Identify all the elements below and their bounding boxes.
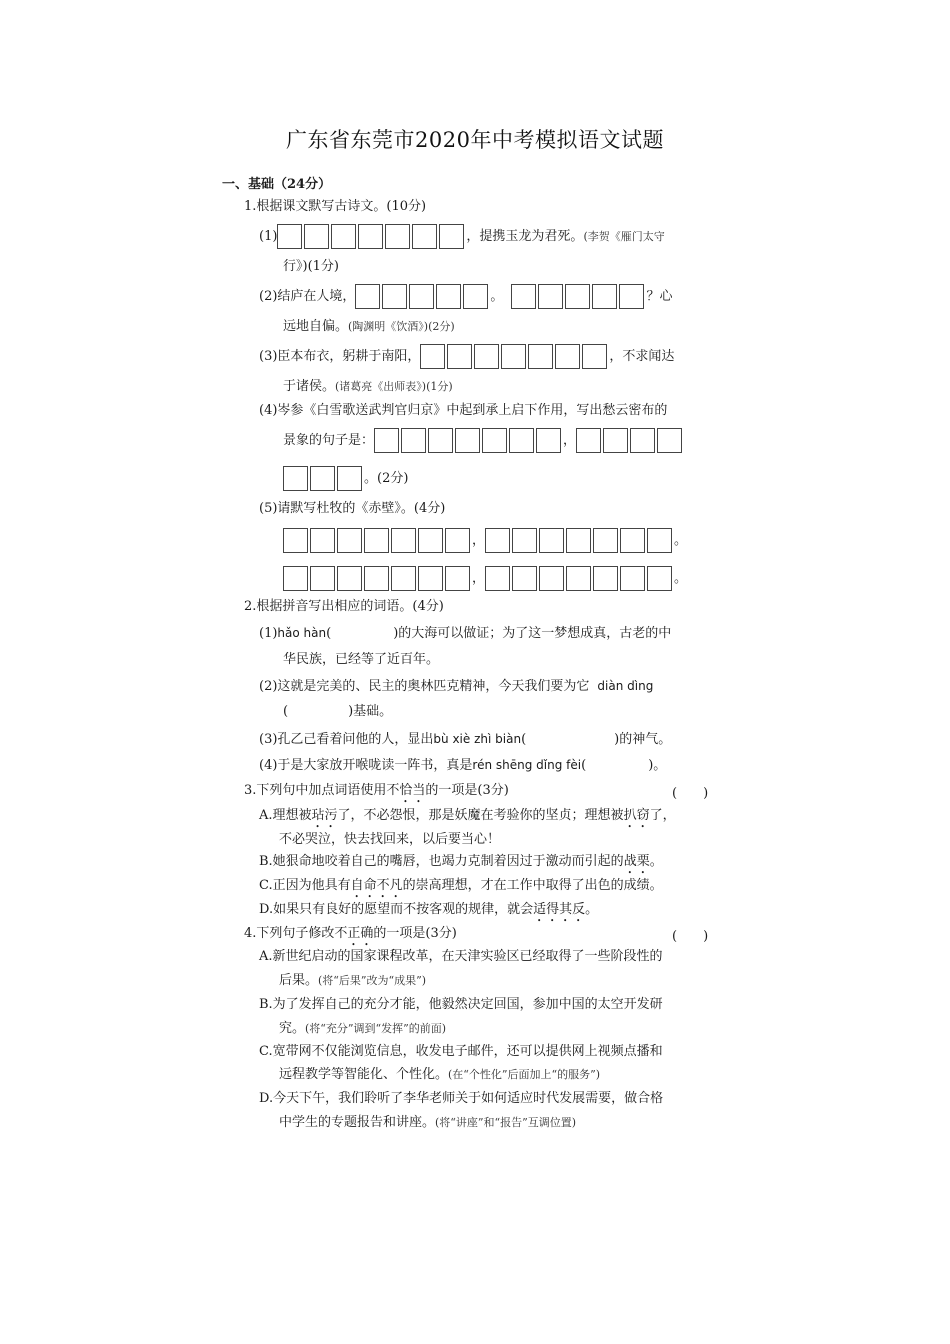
q3-d-text1: D.如果只有良好的愿望而不按客观的规律，就会 — [259, 902, 534, 917]
q2-part1 — [259, 624, 671, 643]
q4-stem-dot: 正确 — [347, 926, 374, 941]
q3-answer-paren[interactable]: ( ) — [672, 786, 709, 801]
q3-option-c[interactable] — [259, 877, 663, 901]
q1-p3-cont-text: 于诸侯。 — [283, 379, 336, 394]
answer-boxes[interactable] — [485, 528, 674, 553]
q3-option-a[interactable] — [259, 807, 676, 831]
q2-p4-rest: )。 — [648, 758, 667, 773]
q3-c-dot: 自命不凡 — [350, 878, 403, 893]
q3-stem-b: 的一项是(3分) — [425, 783, 509, 798]
q4-option-a[interactable]: A.新世纪启动的国家课程改革，在天津实验区已经取得了一些阶段性的 — [259, 949, 663, 964]
answer-boxes[interactable] — [283, 466, 364, 491]
q1-p5-stem: (5)请默写杜牧的《赤壁》。(4分) — [259, 501, 446, 516]
q2-p3-pinyin: bù xiè zhì biàn — [433, 732, 522, 746]
q1-p3-cont — [283, 378, 453, 396]
q1-part4-line — [283, 428, 684, 453]
q1-part5-line1 — [283, 528, 687, 553]
q1-p3-num: (3)臣本布衣，躬耕于南阳， — [259, 349, 421, 364]
q1-p5-period: 。 — [674, 533, 688, 548]
q4-option-d[interactable]: D.今天下午，我们聆听了李华老师关于如何适应时代发展需要，做合格 — [259, 1091, 664, 1106]
q3-option-d[interactable] — [259, 901, 598, 925]
q2-p1-rest: )的大海可以做证；为了这一梦想成真，古老的中 — [393, 626, 672, 641]
q3-stem-dot: 恰当 — [399, 783, 426, 798]
q1-p5-period: 。 — [674, 571, 688, 586]
q3-b-text2: 。 — [649, 854, 663, 869]
q2-p2-text: (2)这就是完美的、民主的奥林匹克精神，今天我们要为它 — [259, 679, 590, 694]
q1-p3-end: ，不求闻达 — [609, 349, 675, 364]
q1-p2-end: ？心 — [646, 289, 673, 304]
q4-d-note: (将“讲座”和“报告”互调位置) — [435, 1116, 577, 1129]
q4-a-text: 后果。 — [279, 973, 319, 988]
q3-d-dot: 适得其反 — [533, 902, 586, 917]
q2-p1-open: ( — [326, 626, 332, 641]
q2-p3-open: ( — [521, 732, 527, 747]
q4-b-note: (将“充分”调到“发挥”的前面) — [305, 1022, 447, 1035]
answer-boxes[interactable] — [420, 344, 609, 369]
question-3-stem — [244, 782, 509, 806]
q3-c-text1: C.正因为他具有 — [259, 878, 351, 893]
q1-part2 — [259, 284, 672, 309]
q3-a-text1: A.理想被 — [259, 808, 312, 823]
q2-p2-cont — [283, 703, 392, 721]
q2-p4-open: ( — [581, 758, 587, 773]
q1-part4-line2 — [283, 466, 408, 491]
q3-b-text1: B.她狠命地咬着自己的嘴唇，也竭力克制着因过于激动而引起的 — [259, 854, 624, 869]
q2-p3-text: (3)孔乙己看着问他的人，显出 — [259, 732, 434, 747]
q2-p1-pinyin: hǎo hàn — [277, 626, 327, 640]
q1-p2-num: (2)结庐在人境， — [259, 289, 356, 304]
q1-part5-line2 — [283, 566, 687, 591]
q2-p1-num: (1) — [259, 626, 278, 641]
q4-answer-paren[interactable]: ( ) — [672, 929, 709, 944]
q4-option-b[interactable]: B.为了发挥自己的充分才能，他毅然决定回国，参加中国的太空开发研 — [259, 997, 663, 1012]
question-4-stem — [244, 925, 457, 949]
q2-p4-text: (4)于是大家放开喉咙读一阵书，真是 — [259, 758, 473, 773]
q3-b-dot: 战栗 — [623, 854, 650, 869]
q1-p5-comma: ， — [472, 571, 486, 586]
answer-boxes[interactable] — [277, 224, 466, 249]
q4-c-note: (在“个性化”后面加上“的服务”) — [448, 1068, 601, 1081]
q4-c-text: 远程教学等智能化、个性化。 — [279, 1067, 449, 1082]
q4-option-c[interactable]: C.宽带网不仅能浏览信息，收发电子邮件，还可以提供网上视频点播和 — [259, 1044, 663, 1059]
q3-a-text3: 了， — [649, 808, 676, 823]
q2-p4-pinyin: rén shēng dǐng fèi — [472, 758, 582, 772]
q2-part4 — [259, 756, 666, 775]
q4-stem-b: 的一项是(3分) — [373, 926, 457, 941]
q1-p4-stem: (4)岑参《白雪歌送武判官归京》中起到承上启下作用，写出愁云密布的 — [259, 403, 668, 418]
q3-c-text2: 的崇高理想，才在工作中取得了出色的成绩。 — [402, 878, 663, 893]
q4-option-d-cont — [279, 1114, 576, 1132]
page-title: 广东省东莞市2020年中考模拟语文试题 — [286, 128, 664, 152]
q1-p1-after: ，提携玉龙为君死。 — [466, 229, 584, 244]
q3-option-b[interactable] — [259, 853, 663, 877]
q1-p1-source: (李贺《雁门太守 — [583, 230, 665, 243]
q1-p1-cont: 行》)(1分) — [283, 259, 339, 274]
q1-p2-cont-text: 远地自偏。 — [283, 319, 349, 334]
answer-boxes[interactable] — [576, 428, 684, 453]
answer-boxes[interactable] — [374, 428, 563, 453]
q1-p2-source: (陶渊明《饮酒》)(2分) — [348, 320, 455, 333]
q2-part2 — [259, 677, 653, 696]
q3-option-a-cont: 不必哭泣，快去找回来，以后要当心！ — [279, 832, 501, 847]
q4-stem-a: 4.下列句子修改不 — [244, 926, 348, 941]
q2-p3-rest: )的神气。 — [614, 732, 672, 747]
q3-a-dot1: 玷污 — [311, 808, 338, 823]
section-heading: 一、基础（24分） — [222, 177, 332, 192]
answer-boxes[interactable] — [283, 528, 472, 553]
q4-b-text: 究。 — [279, 1021, 306, 1036]
q4-a-note: (将“后果”改为“成果”) — [318, 974, 427, 987]
q1-p5-comma: ， — [472, 533, 486, 548]
q1-p3-source: (诸葛亮《出师表》)(1分) — [335, 380, 453, 393]
answer-boxes[interactable] — [283, 566, 472, 591]
q3-a-dot2: 扒窃 — [623, 808, 650, 823]
q1-p2-cont — [283, 318, 455, 336]
q4-option-c-cont — [279, 1066, 600, 1084]
q3-stem-a: 3.下列句中加点词语使用不 — [244, 783, 400, 798]
q2-part3 — [259, 730, 671, 749]
q2-p2-pinyin: diàn dìng — [597, 679, 654, 693]
answer-boxes[interactable] — [355, 284, 490, 309]
q1-p4-comma: ， — [563, 433, 577, 448]
answer-boxes[interactable] — [485, 566, 674, 591]
answer-boxes[interactable] — [511, 284, 646, 309]
q1-part1 — [259, 224, 665, 249]
question-1-stem: 1.根据课文默写古诗文。(10分) — [244, 199, 427, 214]
q4-option-a-cont — [279, 972, 426, 990]
q4-d-text: 中学生的专题报告和讲座。 — [279, 1115, 436, 1130]
q1-p4-cont: 景象的句子是： — [283, 433, 375, 448]
q1-p4-end: 。(2分) — [364, 471, 409, 486]
q1-part3 — [259, 344, 674, 369]
q2-p2-rest: )基础。 — [348, 704, 393, 719]
q1-p1-num: (1) — [259, 229, 278, 244]
q3-a-text2: 了，不必怨恨，那是妖魔在考验你的坚贞；理想被 — [337, 808, 624, 823]
q2-p1-cont: 华民族，已经等了近百年。 — [283, 652, 440, 667]
q1-p2-mid: 。 — [490, 289, 504, 304]
q4-option-b-cont — [279, 1020, 446, 1038]
q3-d-text2: 。 — [585, 902, 599, 917]
q2-p2-open: ( — [283, 704, 289, 719]
question-2-stem: 2.根据拼音写出相应的词语。(4分) — [244, 599, 444, 614]
